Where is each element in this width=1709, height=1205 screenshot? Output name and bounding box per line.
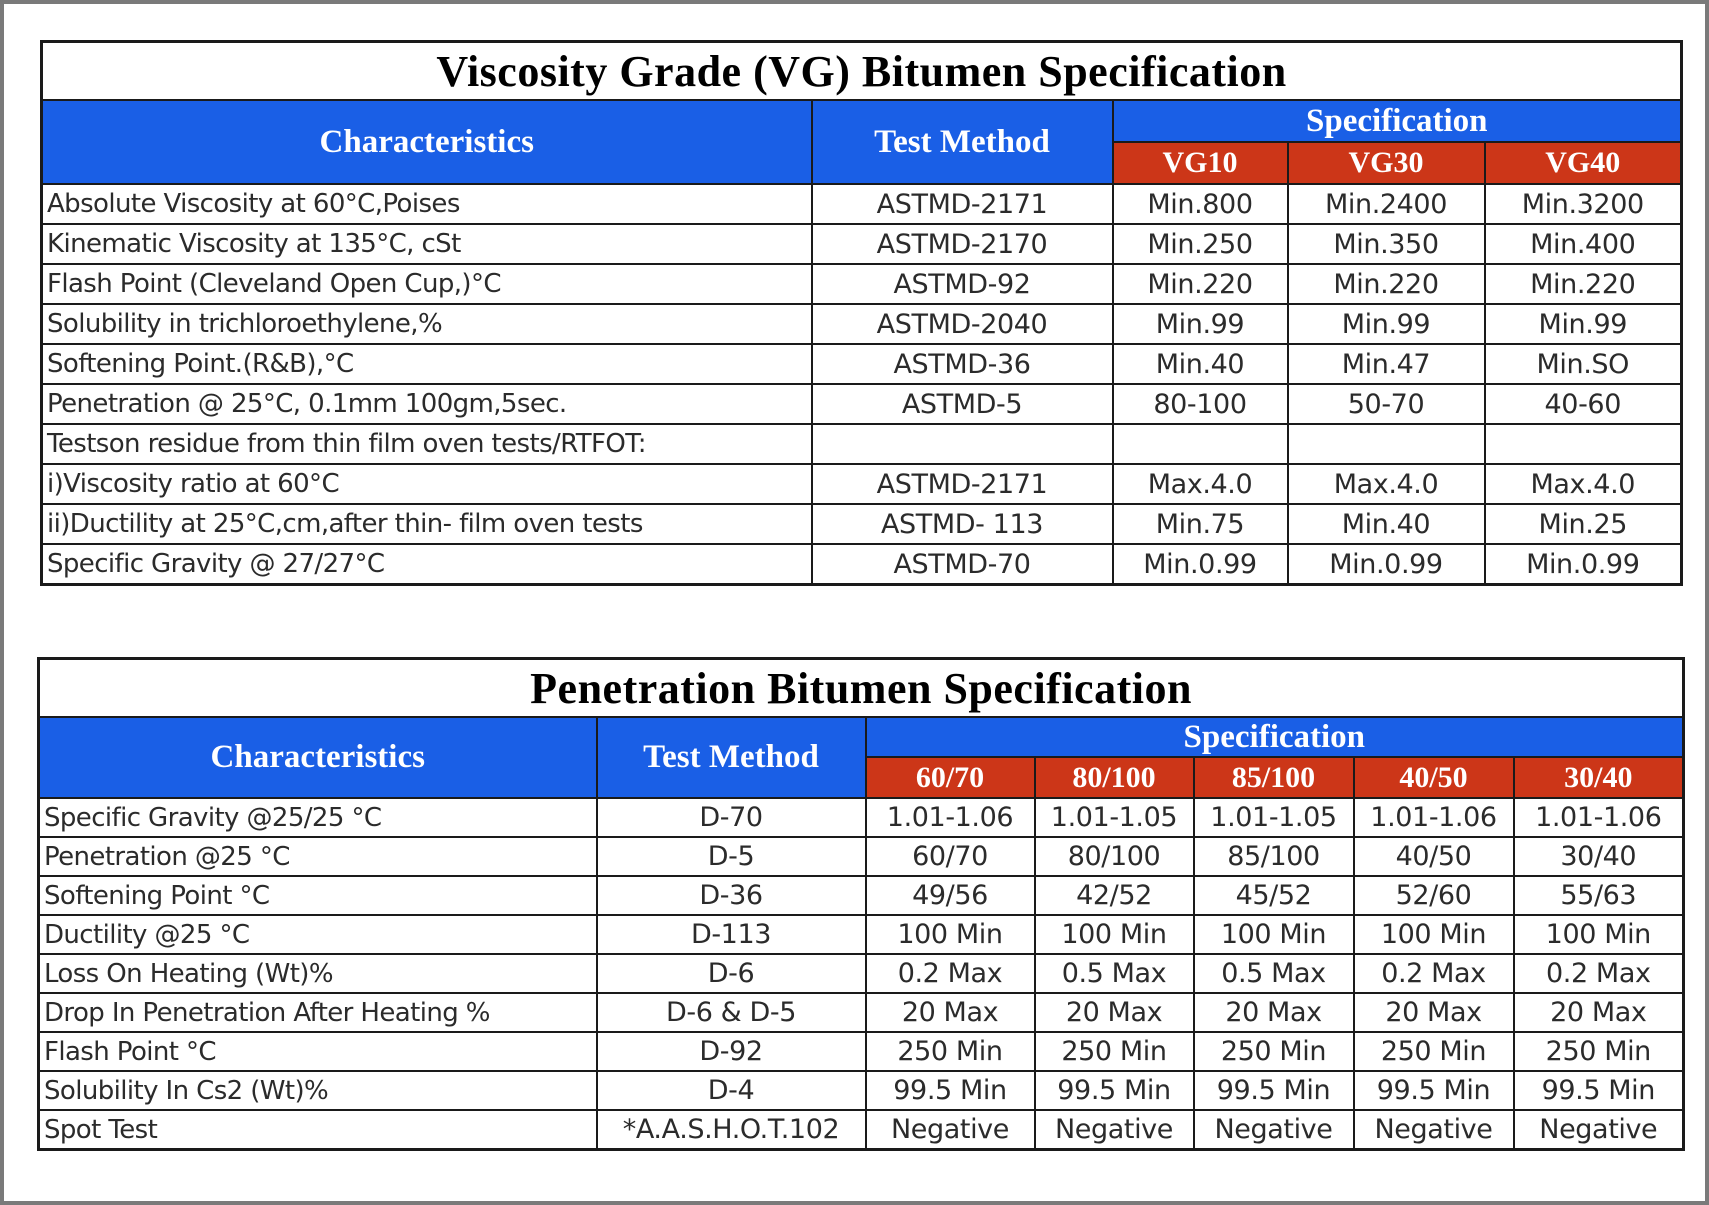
vg-characteristic-cell: i)Viscosity ratio at 60°C bbox=[42, 464, 812, 504]
pen-value-cell: 100 Min bbox=[1194, 915, 1354, 954]
vg-value-cell: Min.220 bbox=[1288, 264, 1485, 304]
pen-value-cell: 1.01-1.06 bbox=[1514, 798, 1684, 837]
pen-value-cell: 99.5 Min bbox=[1035, 1071, 1194, 1110]
pen-table-row bbox=[39, 954, 1684, 993]
pen-test-method-cell: D-5 bbox=[597, 837, 866, 876]
pen-characteristic-cell: Flash Point °C bbox=[39, 1032, 597, 1071]
vg-value-cell: Min.0.99 bbox=[1288, 544, 1485, 585]
pen-table-row bbox=[39, 837, 1684, 876]
vg-value-cell: Min.40 bbox=[1113, 344, 1288, 384]
pen-characteristics-header: Characteristics bbox=[39, 717, 597, 798]
vg-value-cell: Min.350 bbox=[1288, 224, 1485, 264]
vg-test-method-cell: ASTMD-92 bbox=[812, 264, 1113, 304]
pen-test-method-cell: D-6 bbox=[597, 954, 866, 993]
pen-characteristic-cell: Drop In Penetration After Heating % bbox=[39, 993, 597, 1032]
vg-specification-header: Specification bbox=[1113, 100, 1682, 142]
vg-value-cell: Min.0.99 bbox=[1113, 544, 1288, 585]
pen-table-row bbox=[39, 993, 1684, 1032]
pen-value-cell: 250 Min bbox=[1514, 1032, 1684, 1071]
pen-value-cell: 20 Max bbox=[1514, 993, 1684, 1032]
pen-table-row bbox=[39, 876, 1684, 915]
pen-test-method-cell: D-4 bbox=[597, 1071, 866, 1110]
pen-value-cell: 45/52 bbox=[1194, 876, 1354, 915]
pen-value-cell: 99.5 Min bbox=[866, 1071, 1035, 1110]
pen-test-method-cell: D-70 bbox=[597, 798, 866, 837]
pen-table-row bbox=[39, 1032, 1684, 1071]
pen-value-cell: Negative bbox=[1354, 1110, 1514, 1150]
vg-characteristic-cell: Absolute Viscosity at 60°C,Poises bbox=[42, 184, 812, 224]
pen-value-cell: Negative bbox=[866, 1110, 1035, 1150]
pen-value-cell: 60/70 bbox=[866, 837, 1035, 876]
vg-value-cell: Min.0.99 bbox=[1485, 544, 1682, 585]
pen-value-cell: 52/60 bbox=[1354, 876, 1514, 915]
vg-value-cell: Min.25 bbox=[1485, 504, 1682, 544]
pen-table-title: Penetration Bitumen Specification bbox=[39, 659, 1684, 718]
pen-grade-header: 30/40 bbox=[1514, 757, 1684, 798]
vg-table-row bbox=[42, 464, 1682, 504]
pen-characteristic-cell: Specific Gravity @25/25 °C bbox=[39, 798, 597, 837]
pen-value-cell: 49/56 bbox=[866, 876, 1035, 915]
pen-test-method-cell: *A.A.S.H.O.T.102 bbox=[597, 1110, 866, 1150]
pen-value-cell: 250 Min bbox=[1035, 1032, 1194, 1071]
pen-characteristic-cell: Softening Point °C bbox=[39, 876, 597, 915]
pen-value-cell: 80/100 bbox=[1035, 837, 1194, 876]
pen-characteristic-cell: Solubility In Cs2 (Wt)% bbox=[39, 1071, 597, 1110]
vg-table-title: Viscosity Grade (VG) Bitumen Specification bbox=[42, 42, 1682, 101]
pen-value-cell: 1.01-1.06 bbox=[1354, 798, 1514, 837]
vg-test-method-cell: ASTMD-2171 bbox=[812, 184, 1113, 224]
pen-characteristic-cell: Loss On Heating (Wt)% bbox=[39, 954, 597, 993]
pen-table-row bbox=[39, 798, 1684, 837]
pen-grade-header: 60/70 bbox=[866, 757, 1035, 798]
vg-value-cell: Max.4.0 bbox=[1288, 464, 1485, 504]
vg-value-cell bbox=[1113, 424, 1288, 464]
pen-table-row bbox=[39, 1071, 1684, 1110]
vg-table-row bbox=[42, 384, 1682, 424]
vg-value-cell bbox=[1288, 424, 1485, 464]
pen-value-cell: 42/52 bbox=[1035, 876, 1194, 915]
vg-characteristic-cell: Kinematic Viscosity at 135°C, cSt bbox=[42, 224, 812, 264]
pen-value-cell: 30/40 bbox=[1514, 837, 1684, 876]
vg-characteristic-cell: Penetration @ 25°C, 0.1mm 100gm,5sec. bbox=[42, 384, 812, 424]
pen-value-cell: Negative bbox=[1194, 1110, 1354, 1150]
pen-value-cell: Negative bbox=[1035, 1110, 1194, 1150]
pen-grade-header: 40/50 bbox=[1354, 757, 1514, 798]
pen-value-cell: 20 Max bbox=[1035, 993, 1194, 1032]
pen-value-cell: 20 Max bbox=[1194, 993, 1354, 1032]
pen-value-cell: 99.5 Min bbox=[1354, 1071, 1514, 1110]
vg-test-method-cell: ASTMD-2170 bbox=[812, 224, 1113, 264]
vg-test-method-cell: ASTMD-70 bbox=[812, 544, 1113, 585]
vg-test-method-cell: ASTMD-5 bbox=[812, 384, 1113, 424]
pen-value-cell: 250 Min bbox=[1354, 1032, 1514, 1071]
pen-value-cell: 100 Min bbox=[866, 915, 1035, 954]
pen-value-cell: 85/100 bbox=[1194, 837, 1354, 876]
vg-characteristic-cell: Testson residue from thin film oven tests/RTFOT: bbox=[42, 424, 812, 464]
vg-value-cell: Min.400 bbox=[1485, 224, 1682, 264]
pen-value-cell: 0.2 Max bbox=[866, 954, 1035, 993]
penetration-spec-table bbox=[37, 657, 1685, 1151]
vg-value-cell: Min.3200 bbox=[1485, 184, 1682, 224]
vg-value-cell: 80-100 bbox=[1113, 384, 1288, 424]
pen-value-cell: 250 Min bbox=[866, 1032, 1035, 1071]
pen-characteristic-cell: Ductility @25 °C bbox=[39, 915, 597, 954]
pen-value-cell: 55/63 bbox=[1514, 876, 1684, 915]
vg-characteristics-header: Characteristics bbox=[42, 100, 812, 184]
pen-value-cell: 0.5 Max bbox=[1035, 954, 1194, 993]
vg-value-cell: Min.2400 bbox=[1288, 184, 1485, 224]
vg-grade-header: VG10 bbox=[1113, 142, 1288, 184]
vg-characteristic-cell: ii)Ductility at 25°C,cm,after thin- film oven tests bbox=[42, 504, 812, 544]
vg-value-cell bbox=[1485, 424, 1682, 464]
pen-characteristic-cell: Penetration @25 °C bbox=[39, 837, 597, 876]
vg-test-method-cell bbox=[812, 424, 1113, 464]
vg-table-row bbox=[42, 544, 1682, 585]
vg-value-cell: Min.800 bbox=[1113, 184, 1288, 224]
vg-value-cell: Min.40 bbox=[1288, 504, 1485, 544]
pen-value-cell: 100 Min bbox=[1514, 915, 1684, 954]
pen-value-cell: 99.5 Min bbox=[1514, 1071, 1684, 1110]
pen-value-cell: 1.01-1.05 bbox=[1035, 798, 1194, 837]
pen-test-method-cell: D-113 bbox=[597, 915, 866, 954]
vg-test-method-cell: ASTMD- 113 bbox=[812, 504, 1113, 544]
vg-value-cell: 50-70 bbox=[1288, 384, 1485, 424]
vg-grade-header: VG40 bbox=[1485, 142, 1682, 184]
pen-value-cell: 1.01-1.05 bbox=[1194, 798, 1354, 837]
vg-table-row bbox=[42, 184, 1682, 224]
vg-table-row bbox=[42, 264, 1682, 304]
vg-value-cell: Min.99 bbox=[1113, 304, 1288, 344]
pen-grade-header: 85/100 bbox=[1194, 757, 1354, 798]
pen-value-cell: 99.5 Min bbox=[1194, 1071, 1354, 1110]
pen-test-method-cell: D-92 bbox=[597, 1032, 866, 1071]
vg-table-row bbox=[42, 224, 1682, 264]
pen-value-cell: 40/50 bbox=[1354, 837, 1514, 876]
vg-table-row bbox=[42, 504, 1682, 544]
vg-value-cell: Min.220 bbox=[1113, 264, 1288, 304]
vg-characteristic-cell: Flash Point (Cleveland Open Cup,)°C bbox=[42, 264, 812, 304]
pen-value-cell: Negative bbox=[1514, 1110, 1684, 1150]
vg-value-cell: Min.99 bbox=[1288, 304, 1485, 344]
vg-test-method-cell: ASTMD-36 bbox=[812, 344, 1113, 384]
vg-value-cell: Min.99 bbox=[1485, 304, 1682, 344]
pen-grade-header: 80/100 bbox=[1035, 757, 1194, 798]
vg-characteristic-cell: Softening Point.(R&B),°C bbox=[42, 344, 812, 384]
pen-test-method-header: Test Method bbox=[597, 717, 866, 798]
vg-value-cell: Min.220 bbox=[1485, 264, 1682, 304]
vg-value-cell: Min.SO bbox=[1485, 344, 1682, 384]
pen-value-cell: 100 Min bbox=[1035, 915, 1194, 954]
vg-value-cell: Min.250 bbox=[1113, 224, 1288, 264]
vg-table-row bbox=[42, 424, 1682, 464]
pen-value-cell: 20 Max bbox=[866, 993, 1035, 1032]
vg-spec-table bbox=[40, 40, 1683, 586]
pen-table-row bbox=[39, 1110, 1684, 1150]
pen-table-row bbox=[39, 915, 1684, 954]
pen-characteristic-cell: Spot Test bbox=[39, 1110, 597, 1150]
pen-specification-header: Specification bbox=[866, 717, 1684, 757]
vg-value-cell: Min.47 bbox=[1288, 344, 1485, 384]
vg-characteristic-cell: Specific Gravity @ 27/27°C bbox=[42, 544, 812, 585]
vg-test-method-header: Test Method bbox=[812, 100, 1113, 184]
vg-value-cell: Min.75 bbox=[1113, 504, 1288, 544]
vg-grade-header: VG30 bbox=[1288, 142, 1485, 184]
pen-value-cell: 20 Max bbox=[1354, 993, 1514, 1032]
pen-value-cell: 0.2 Max bbox=[1514, 954, 1684, 993]
vg-value-cell: Max.4.0 bbox=[1113, 464, 1288, 504]
pen-test-method-cell: D-6 & D-5 bbox=[597, 993, 866, 1032]
vg-test-method-cell: ASTMD-2171 bbox=[812, 464, 1113, 504]
pen-value-cell: 250 Min bbox=[1194, 1032, 1354, 1071]
vg-characteristic-cell: Solubility in trichloroethylene,% bbox=[42, 304, 812, 344]
pen-value-cell: 100 Min bbox=[1354, 915, 1514, 954]
vg-table-row bbox=[42, 304, 1682, 344]
pen-value-cell: 1.01-1.06 bbox=[866, 798, 1035, 837]
vg-value-cell: Max.4.0 bbox=[1485, 464, 1682, 504]
vg-value-cell: 40-60 bbox=[1485, 384, 1682, 424]
pen-value-cell: 0.5 Max bbox=[1194, 954, 1354, 993]
vg-test-method-cell: ASTMD-2040 bbox=[812, 304, 1113, 344]
pen-value-cell: 0.2 Max bbox=[1354, 954, 1514, 993]
vg-table-row bbox=[42, 344, 1682, 384]
pen-test-method-cell: D-36 bbox=[597, 876, 866, 915]
